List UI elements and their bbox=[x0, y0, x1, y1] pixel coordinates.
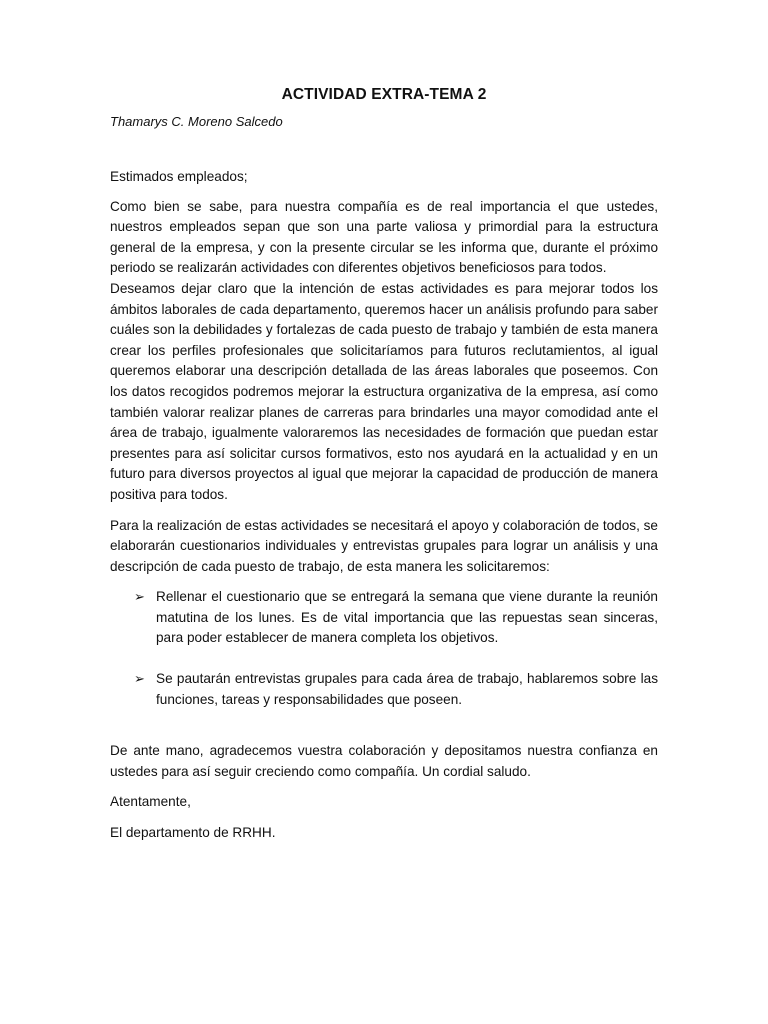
document-page bbox=[110, 86, 658, 844]
arrow-bullet-icon: ➢ bbox=[134, 671, 145, 687]
list-item bbox=[134, 669, 658, 710]
paragraph-intro: Como bien se sabe, para nuestra compañía es de real importancia el que ustedes, nuestros empleados sepan que son una parte valiosa y primordial para la estructura general de la empresa, y con la presente circular se les informa que, durante el próximo periodo se realizarán actividades con diferentes objetivos beneficiosos para todos. bbox=[110, 198, 658, 276]
request-list bbox=[110, 587, 658, 710]
paragraph-request: Para la realización de estas actividades se necesitará el apoyo y colaboración de todos, se elaborarán cuestionarios individuales y entrevistas grupales para lograr un análisis y una descripción de cada puesto de trabajo, de esta manera les solicitaremos: bbox=[110, 517, 658, 574]
arrow-bullet-icon: ➢ bbox=[134, 589, 145, 605]
list-item-text: Se pautarán entrevistas grupales para cada área de trabajo, hablaremos sobre las funciones, tareas y responsabilidades que poseen. bbox=[156, 671, 658, 707]
signature: El departamento de RRHH. bbox=[110, 825, 276, 841]
list-item bbox=[134, 587, 658, 649]
author-name: Thamarys C. Moreno Salcedo bbox=[110, 114, 283, 129]
salutation: Estimados empleados; bbox=[110, 169, 248, 184]
paragraph-purpose: Deseamos dejar claro que la intención de estas actividades es para mejorar todos los ámbitos laborales de cada departamento, queremos hacer un análisis profundo para saber cuáles son la debilidades y fortalezas de cada puesto de trabajo y también de esta manera crear los perfiles profesionales que solicitaríamos para futuros reclutamientos, al igual queremos elaborar una descripción detallada de las áreas laborales que poseemos. Con los datos recogidos podremos mejorar la estructura organizativa de la empresa, así como también valorar realizar planes de carreras para brindarles una mayor comodidad ante el área de trabajo, igualmente valoraremos las necesidades de formación que puedan estar presentes para así solicitar cursos formativos, esto nos ayudará en la actualidad y en un futuro para diversos proyectos al igual que mejorar la capacidad de producción de manera positiva para todos. bbox=[110, 280, 658, 502]
paragraph-closing: De ante mano, agradecemos vuestra colaboración y depositamos nuestra confianza en ustedes para así seguir creciendo como compañía. Un cordial saludo. bbox=[110, 743, 658, 779]
list-item-text: Rellenar el cuestionario que se entregará la semana que viene durante la reunión matutina de los lunes. Es de vital importancia que las repuestas sean sinceras, para poder establecer de manera completa los objetivos. bbox=[156, 589, 658, 646]
document-title: ACTIVIDAD EXTRA-TEMA 2 bbox=[281, 86, 487, 103]
sign-off: Atentamente, bbox=[110, 794, 191, 810]
